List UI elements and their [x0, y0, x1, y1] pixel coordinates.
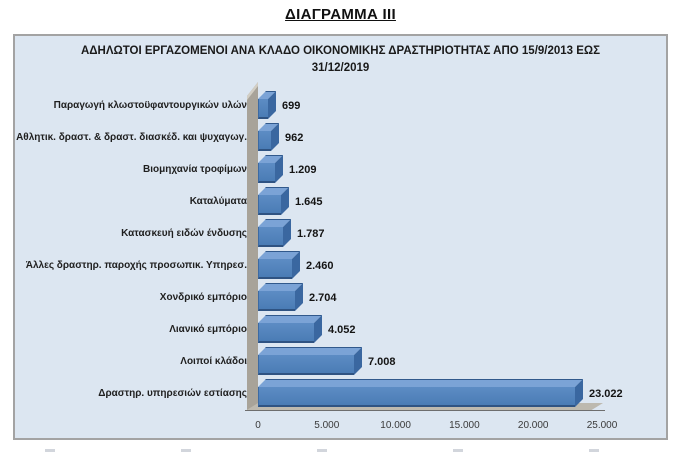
bar-value-label: 1.209 — [289, 164, 317, 176]
cutoff-text-remnant — [45, 449, 645, 452]
category-label: Παραγωγή κλωστοϋφαντουργικών υλών — [53, 99, 247, 111]
chart-title-line1: ΑΔΗΛΩΤΟΙ ΕΡΓΑΖΟΜΕΝΟΙ ΑΝΑ ΚΛΑΔΟ ΟΙΚΟΝΟΜΙΚΗΣ ΔΡΑΣΤΗΡΙΟΤΗΤΑΣ ΑΠΟ 15/9/2013 ΕΩΣ — [80, 45, 601, 57]
bar-top-face — [258, 379, 583, 387]
category-label: Καταλύματα — [189, 195, 247, 207]
bar-value-label: 699 — [282, 100, 301, 112]
bar — [258, 155, 283, 183]
page-title-text: ΔΙΑΓΡΑΜΜΑ III — [285, 6, 396, 23]
bar — [258, 315, 322, 343]
x-axis-tick-label: 5.000 — [314, 420, 340, 431]
bar-value-label: 2.704 — [309, 292, 337, 304]
axis-wall-3d — [247, 82, 258, 410]
category-label: Αθλητικ. δραστ. & δραστ. διασκέδ. και ψυχαγωγ. — [16, 131, 247, 143]
category-label: Χονδρικό εμπόριο — [159, 291, 247, 303]
bar-front-face — [258, 355, 354, 375]
bar-value-label: 7.008 — [368, 356, 396, 368]
bar-value-label: 23.022 — [589, 388, 623, 400]
bar — [258, 187, 289, 215]
bar-front-face — [258, 291, 295, 311]
bar — [258, 123, 279, 151]
x-axis-line — [245, 410, 605, 411]
bar-front-face — [258, 227, 283, 247]
bar-front-face — [258, 195, 281, 215]
bar — [258, 219, 291, 247]
bar-front-face — [258, 99, 268, 119]
bar-front-face — [258, 259, 292, 279]
bar — [258, 379, 583, 407]
bar-front-face — [258, 387, 575, 407]
bar — [258, 283, 303, 311]
x-axis-tick-label: 20.000 — [517, 420, 549, 431]
bar-value-label: 2.460 — [306, 260, 334, 272]
bar-value-label: 1.645 — [295, 196, 323, 208]
bar-top-face — [258, 315, 322, 323]
page-title — [0, 6, 681, 23]
x-axis-tick-label: 15.000 — [449, 420, 480, 431]
bar-value-label: 4.052 — [328, 324, 356, 336]
bar-value-label: 1.787 — [297, 228, 325, 240]
bar-top-face — [258, 347, 362, 355]
bar-chart-plot-area — [15, 36, 666, 438]
x-axis-tick-label: 25.000 — [586, 420, 618, 431]
bar — [258, 91, 276, 119]
category-label: Δραστηρ. υπηρεσιών εστίασης — [98, 387, 247, 399]
category-label: Κατασκευή ειδών ένδυσης — [121, 227, 247, 239]
category-label: Άλλες δραστηρ. παροχής προσωπικ. Υπηρεσ. — [25, 259, 247, 271]
x-axis-tick-label: 0 — [255, 420, 261, 431]
bar — [258, 347, 362, 375]
chart-container — [13, 34, 668, 440]
bar-front-face — [258, 131, 271, 151]
chart-title-line2: 31/12/2019 — [311, 62, 370, 75]
category-label: Λοιποί κλάδοι — [180, 355, 247, 367]
category-label: Λιανικό εμπόριο — [169, 323, 247, 335]
category-label: Βιομηχανία τροφίμων — [143, 163, 247, 175]
x-axis-tick-label: 10.000 — [380, 420, 411, 431]
bar — [258, 251, 300, 279]
bar-value-label: 962 — [285, 132, 304, 144]
bar-front-face — [258, 163, 275, 183]
bar-front-face — [258, 323, 314, 343]
